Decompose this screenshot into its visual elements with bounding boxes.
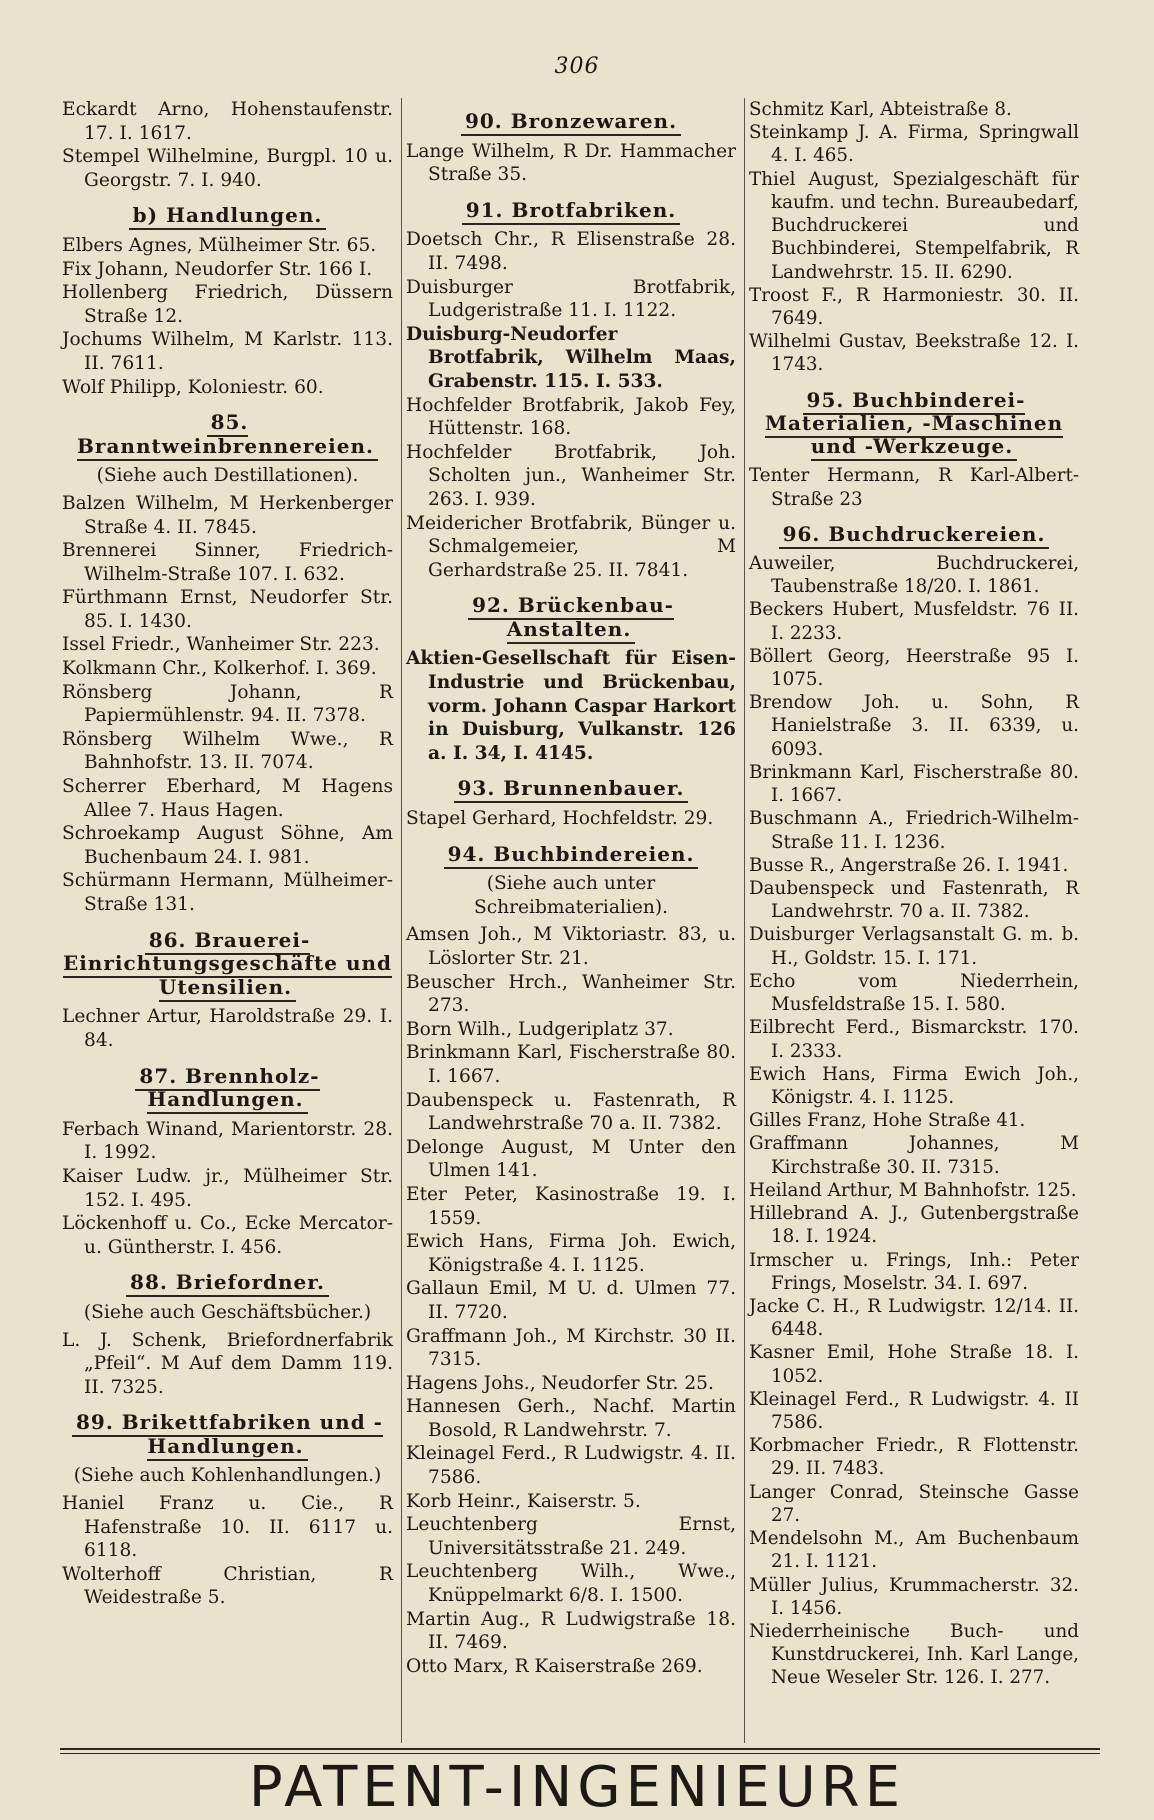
directory-entry: Graffmann Johannes, M Kirchstraße 30. II. 7315. [749, 1133, 1079, 1178]
directory-entry: Gilles Franz, Hohe Straße 41. [749, 1110, 1026, 1132]
section-heading [406, 110, 736, 134]
section-heading-text: 92. Brückenbau-Anstalten. [468, 593, 674, 644]
section-heading [406, 199, 736, 223]
directory-entry: Thiel August, Spezialgeschäft für kaufm. und techn. Bureaubedarf, Buchdruckerei und Buchbinderei, Stempelfabrik, R Landwehrstr. 15. II. 6290. [749, 168, 1079, 283]
directory-entry: Duisburg-Neudorfer Brotfabrik, Wilhelm Maas, Grabenstr. 115. I. 533. [406, 323, 736, 392]
directory-entry: Hillebrand A. J., Gutenbergstraße 18. I. 1924. [749, 1203, 1079, 1248]
directory-entry: Brendow Joh. u. Sohn, R Hanielstraße 3. II. 6339, u. 6093. [749, 692, 1079, 760]
section-heading [749, 523, 1079, 546]
section-heading-text: 87. Brennholz-Handlungen. [135, 1064, 319, 1115]
advertisement-banner: PATENT-INGENIEURE [248, 1755, 906, 1820]
bottom-rule [60, 1748, 1100, 1754]
directory-entry: Born Wilh., Ludgeriplatz 37. [406, 1018, 674, 1040]
directory-entry: Jacke C. H., R Ludwigstr. 12/14. II. 6448. [749, 1295, 1079, 1341]
directory-entry: Niederrheinische Buch- und Kunstdruckerei, Inh. Karl Lange, Neue Weseler Str. 126. I. 277. [749, 1621, 1079, 1689]
directory-entry: Lechner Artur, Haroldstraße 29. I. 84. [62, 1006, 393, 1051]
directory-entry: Hochfelder Brotfabrik, Joh. Scholten jun., Wanheimer Str. 263. I. 939. [406, 441, 736, 510]
section-heading-text: 91. Brotfabriken. [462, 198, 681, 225]
section-heading-text: 90. Bronzewaren. [461, 109, 681, 136]
directory-entry: Kleinagel Ferd., R Ludwigstr. 4. II 7586. [749, 1388, 1079, 1434]
directory-entry: Aktien-Gesellschaft für Eisen-Industrie und Brückenbau, vorm. Johann Caspar Harkort in Duisburg, Vulkanstr. 126 a. I. 34, I. 4145. [406, 648, 736, 764]
directory-entry: Ewich Hans, Firma Ewich Joh., Königstr. 4. I. 1125. [749, 1063, 1079, 1108]
directory-entry: Mendelsohn M., Am Buchenbaum 21. I. 1121. [749, 1528, 1079, 1573]
directory-entry: Eilbrecht Ferd., Bismarckstr. 170. I. 2333. [749, 1017, 1079, 1062]
section-heading-text: b) Handlungen. [129, 203, 327, 230]
directory-entry: Balzen Wilhelm, M Herkenberger Straße 4. II. 7845. [62, 492, 393, 538]
directory-entry: Issel Friedr., Wanheimer Str. 223. [62, 634, 380, 656]
directory-entry: Haniel Franz u. Cie., R Hafenstraße 10. II. 6117 u. 6118. [62, 1493, 393, 1562]
directory-entry: Böllert Georg, Heerstraße 95 I. 1075. [749, 645, 1079, 691]
directory-entry: Elbers Agnes, Mülheimer Str. 65. [62, 234, 377, 256]
column-middle [401, 98, 740, 1743]
directory-entry: Fürthmann Ernst, Neudorfer Str. 85. I. 1430. [62, 587, 393, 632]
directory-entry: Langer Conrad, Steinsche Gasse 27. [749, 1481, 1079, 1526]
directory-entry: Schürmann Hermann, Mülheimer-Straße 131. [62, 870, 393, 915]
directory-entry: Hannesen Gerh., Nachf. Martin Bosold, R Landwehrstr. 7. [406, 1396, 736, 1441]
directory-entry: Duisburger Brotfabrik, Ludgeristraße 11. I. 1122. [406, 276, 736, 322]
directory-entry: Meidericher Brotfabrik, Bünger u. Schmalgemeier, M Gerhardstraße 25. II. 7841. [406, 512, 736, 581]
section-heading [406, 843, 736, 867]
directory-entry: Wolf Philipp, Koloniestr. 60. [62, 376, 324, 398]
directory-entry: Wilhelmi Gustav, Beekstraße 12. I. 1743. [749, 331, 1079, 376]
section-heading [62, 411, 393, 458]
page-number: 306 [554, 54, 600, 79]
section-heading-text: 95. Buchbinderei-Materialien, -Maschinen und -Werkzeuge. [765, 388, 1063, 461]
directory-entry: Stempel Wilhelmine, Burgpl. 10 u. Georgstr. 7. I. 940. [62, 146, 393, 191]
section-heading-text: 85. Branntweinbrennereien. [77, 410, 378, 461]
directory-entry: Brinkmann Karl, Fischerstraße 80. I. 1667. [749, 761, 1079, 807]
directory-entry: Graffmann Joh., M Kirchstr. 30 II. 7315. [406, 1325, 736, 1371]
directory-entry: Korb Heinr., Kaiserstr. 5. [406, 1490, 641, 1512]
directory-entry: Otto Marx, R Kaiserstraße 269. [406, 1655, 703, 1677]
section-note: (Siehe auch Destillationen). [96, 465, 359, 487]
directory-entry: Schroekamp August Söhne, Am Buchenbaum 24. I. 981. [62, 823, 393, 868]
directory-entry: Rönsberg Johann, R Papiermühlenstr. 94. II. 7378. [62, 681, 393, 727]
section-heading [62, 1271, 393, 1295]
directory-entry: Eckardt Arno, Hohenstaufenstr. 17. I. 1617. [62, 99, 393, 144]
section-note: (Siehe auch Kohlenhandlungen.) [73, 1465, 382, 1487]
directory-entry: Duisburger Verlagsanstalt G. m. b. H., Goldstr. 15. I. 171. [749, 924, 1079, 969]
section-note: (Siehe auch unter Schreibmaterialien). [473, 873, 669, 918]
directory-columns [58, 98, 1104, 1743]
directory-entry: Stapel Gerhard, Hochfeldstr. 29. [406, 808, 714, 830]
directory-entry: Ferbach Winand, Marientorstr. 28. I. 1992. [62, 1118, 393, 1164]
directory-entry: Jochums Wilhelm, M Karlstr. 113. II. 7611. [62, 329, 393, 374]
directory-entry: Kasner Emil, Hohe Straße 18. I. 1052. [749, 1342, 1079, 1387]
section-heading [749, 389, 1079, 459]
directory-entry: Müller Julius, Krummacherstr. 32. I. 1456. [749, 1574, 1079, 1619]
directory-entry: Irmscher u. Frings, Inh.: Peter Frings, Moselstr. 34. I. 697. [749, 1249, 1079, 1294]
directory-entry: Daubenspeck und Fastenrath, R Landwehrstr. 70 a. II. 7382. [749, 878, 1079, 923]
directory-entry: Steinkamp J. A. Firma, Springwall 4. I. 465. [749, 122, 1079, 167]
directory-entry: Tenter Hermann, R Karl-Albert-Straße 23 [749, 465, 1079, 510]
directory-entry: Hagens Johs., Neudorfer Str. 25. [406, 1372, 714, 1394]
directory-entry: Hollenberg Friedrich, Düssern Straße 12. [62, 282, 393, 327]
section-heading [406, 594, 736, 641]
directory-entry: Wolterhoff Christian, R Weidestraße 5. [62, 1563, 393, 1609]
directory-entry: Lange Wilhelm, R Dr. Hammacher Straße 35. [406, 140, 736, 186]
section-heading [62, 1065, 393, 1112]
section-heading-text: 96. Buchdruckereien. [779, 522, 1050, 549]
directory-entry: Kleinagel Ferd., R Ludwigstr. 4. II. 7586. [406, 1443, 736, 1489]
section-heading-text: 93. Brunnenbauer. [454, 776, 689, 803]
section-heading [62, 929, 393, 1000]
directory-entry: Troost F., R Harmoniestr. 30. II. 7649. [749, 284, 1079, 329]
directory-entry: Amsen Joh., M Viktoriastr. 83, u. Löslorter Str. 21. [406, 924, 736, 969]
directory-entry: Leuchtenberg Ernst, Universitätsstraße 21. 249. [406, 1514, 736, 1559]
directory-entry: Doetsch Chr., R Elisenstraße 28. II. 7498. [406, 229, 736, 274]
directory-entry: Buschmann A., Friedrich-Wilhelm-Straße 11. I. 1236. [749, 808, 1079, 853]
directory-entry: Auweiler, Buchdruckerei, Taubenstraße 18/20. I. 1861. [749, 552, 1079, 598]
directory-entry: Brennerei Sinner, Friedrich-Wilhelm-Straße 107. I. 632. [62, 540, 393, 585]
directory-entry: Beuscher Hrch., Wanheimer Str. 273. [406, 971, 736, 1017]
directory-entry: Beckers Hubert, Musfeldstr. 76 II. I. 2233. [749, 599, 1079, 644]
section-heading-text: 94. Buchbindereien. [444, 842, 699, 869]
directory-entry: Kaiser Ludw. jr., Mülheimer Str. 152. I. 495. [62, 1165, 393, 1211]
directory-entry: Busse R., Angerstraße 26. I. 1941. [749, 854, 1069, 876]
directory-entry: L. J. Schenk, Briefordnerfabrik „Pfeil“. M Auf dem Damm 119. II. 7325. [62, 1329, 393, 1398]
directory-entry: Korbmacher Friedr., R Flottenstr. 29. II. 7483. [749, 1435, 1079, 1480]
directory-entry: Rönsberg Wilhelm Wwe., R Bahnhofstr. 13. II. 7074. [62, 728, 393, 774]
section-heading-text: 86. Brauerei-Einrichtungsgeschäfte und Utensilien. [63, 928, 392, 1002]
directory-entry: Schmitz Karl, Abteistraße 8. [749, 99, 1012, 120]
section-heading-text: 88. Briefordner. [126, 1270, 329, 1297]
directory-entry: Scherrer Eberhard, M Hagens Allee 7. Haus Hagen. [62, 776, 393, 821]
directory-entry: Eter Peter, Kasinostraße 19. I. 1559. [406, 1183, 736, 1229]
column-left [58, 98, 397, 1743]
directory-entry: Martin Aug., R Ludwigstraße 18. II. 7469. [406, 1608, 736, 1654]
directory-entry: Hochfelder Brotfabrik, Jakob Fey, Hüttenstr. 168. [406, 394, 736, 440]
section-note: (Siehe auch Geschäftsbücher.) [83, 1301, 372, 1323]
directory-entry: Echo vom Niederrhein, Musfeldstraße 15. I. 580. [749, 970, 1079, 1016]
directory-entry: Daubenspeck u. Fastenrath, R Landwehrstraße 70 a. II. 7382. [406, 1089, 736, 1135]
section-heading [406, 777, 736, 801]
directory-entry: Gallaun Emil, M U. d. Ulmen 77. II. 7720. [406, 1278, 736, 1323]
directory-entry: Fix Johann, Neudorfer Str. 166 I. [62, 258, 373, 280]
directory-entry: Delonge August, M Unter den Ulmen 141. [406, 1136, 736, 1182]
column-right [744, 98, 1083, 1743]
section-heading-text: 89. Brikettfabriken und -Handlungen. [72, 1410, 383, 1461]
directory-entry: Heiland Arthur, M Bahnhofstr. 125. [749, 1179, 1077, 1201]
directory-entry: Kolkmann Chr., Kolkerhof. I. 369. [62, 658, 377, 680]
directory-entry: Ewich Hans, Firma Joh. Ewich, Königstraße 4. I. 1125. [406, 1231, 736, 1276]
section-heading [62, 204, 393, 228]
directory-entry: Löckenhoff u. Co., Ecke Mercator- u. Güntherstr. I. 456. [62, 1213, 393, 1258]
directory-entry: Brinkmann Karl, Fischerstraße 80. I. 1667. [406, 1042, 736, 1087]
section-heading [62, 1411, 393, 1458]
directory-entry: Leuchtenberg Wilh., Wwe., Knüppelmarkt 6/8. I. 1500. [406, 1561, 736, 1607]
